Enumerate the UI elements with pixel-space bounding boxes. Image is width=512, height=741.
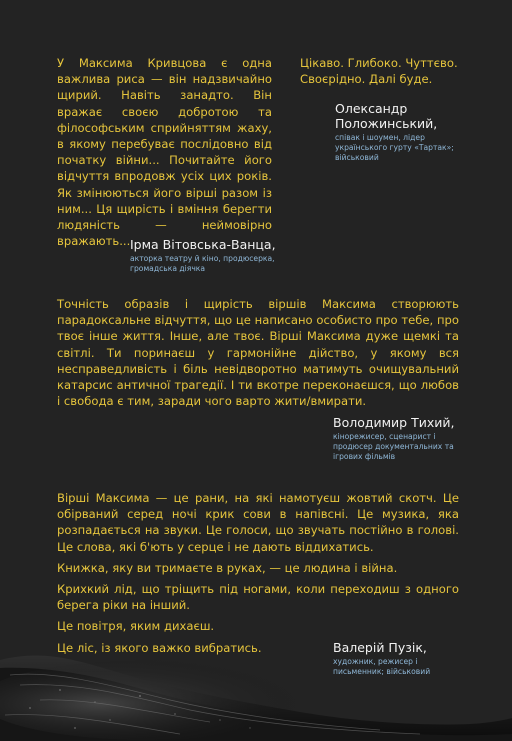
quote-text: У Максима Кривцова є одна важлива риса — він надзвичайно щирий. Навіть занадто. Він вражає своєю добротою та філософським сприйняттям жаху, в якому перебуває послідовно від початку війни... Почитайте його відчуття впродовж усіх цих років. Як змінюються його вірші разом із ним... Ця щирість і вміння берегти людяність — неймовірно вражають... [57,56,272,249]
quote-author-1 [130,237,280,274]
author-name-line2: Положинський, [335,116,438,131]
testimonial-quote-3 [57,296,459,409]
quote-author-2 [335,101,470,163]
quote-paragraph: Вірші Максима — це рани, на які намотуєш жовтий скотч. Це обірваний серед ночі крик сови в напівсні. Це музика, яка розпадається на звуки. Це голоси, що звучать постійно в голові. Це слова, які б'ють у серце і не дають віддихатись. [57,491,459,554]
quote-paragraph: Це повітря, яким дихаєш. [57,619,215,634]
author-role: художник, режисер і письменник; військовий [333,657,431,676]
landscape-illustration [0,630,512,741]
quote-text: Точність образів і щирість віршів Максима створюють парадоксальне відчуття, що це написано особисто про тебе, про твоє інше життя. Інше, але твоє. Вірші Максима дуже щемкі та світлі. Ти поринаєш у гармонійне дійство, у якому вся несправедливість і біль невідворотно матимуть очищувальний катарсис античної трагедії. І ти вкотре переконаєшся, що любов і свобода є тим, заради чого варто жити/вмирати. [57,297,459,409]
author-role: акторка театру й кіно, продюсерка, громадська діячка [130,254,275,273]
author-role: співак і шоумен, лідер українського гурту «Тартак»; військовий [335,133,454,162]
quote-text: Цікаво. Глибоко. Чуттєво. Своєрідно. Далі буде. [300,56,458,87]
quote-paragraph: Крихкий лід, що тріщить під ногами, коли переходиш з одного берега ріки на інший. [57,582,459,613]
quote-paragraph: Книжка, яку ви тримаєте в руках, — це людина і війна. [57,560,398,575]
author-name: Володимир Тихий, [333,415,455,430]
testimonial-quote-2 [300,55,470,87]
author-name-line1: Олександр [335,101,408,116]
author-name: Ірма Вітовська-Ванца, [130,237,276,252]
quote-author-3 [333,415,463,462]
author-role: кінорежисер, сценарист і продюсер документальних та ігрових фільмів [333,432,454,461]
quote-paragraph: Це ліс, із якого важко вибратись. [57,640,262,655]
testimonial-quote-1 [57,55,272,249]
author-name: Валерій Пузік, [333,640,427,655]
